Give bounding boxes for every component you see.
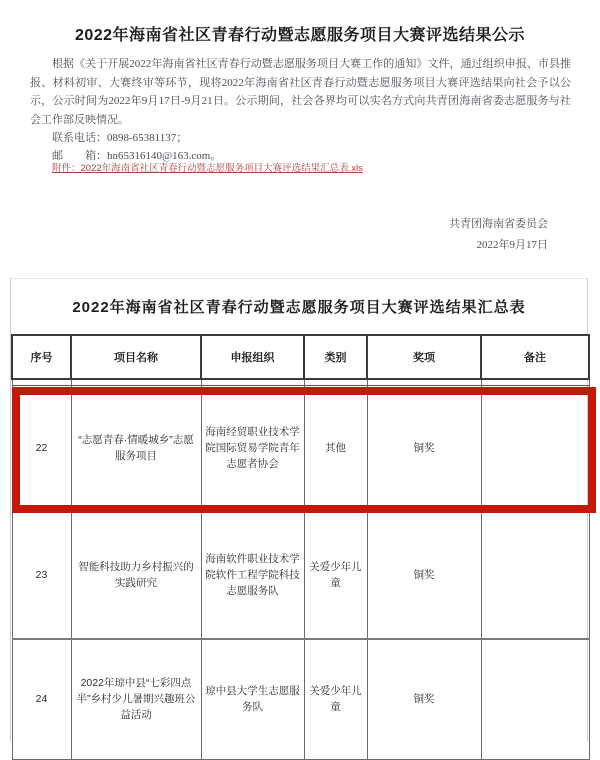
cell-project-name: 智能科技助力乡村振兴的实践研究 (71, 511, 201, 639)
results-table-block (10, 278, 588, 741)
cell-organization: 海南经贸职业技术学院国际贸易学院青年志愿者协会 (201, 385, 304, 511)
cell-project-name: “志愿青春·情暖城乡”志愿服务项目 (71, 385, 201, 511)
cell-category: 关爱少年儿童 (304, 511, 367, 639)
cell-note (481, 511, 589, 639)
header-category: 类别 (304, 335, 367, 379)
cell-note (481, 385, 589, 511)
results-table (11, 334, 590, 760)
header-row (12, 335, 589, 379)
contact-email: 邮 箱：hn65316140@163.com。 (52, 149, 222, 162)
signature-block (449, 214, 548, 256)
cell-project-name: 2022年琼中县“七彩四点半”乡村少儿暑期兴趣班公益活动 (71, 639, 201, 759)
table-title: 2022年海南省社区青春行动暨志愿服务项目大赛评选结果汇总表 (72, 299, 526, 316)
cell-award: 铜奖 (367, 639, 481, 759)
cell-organization: 海南软件职业技术学院软件工程学院科技志愿服务队 (201, 511, 304, 639)
cell-award: 铜奖 (367, 511, 481, 639)
cell-serial: 22 (12, 385, 71, 511)
signature-date: 2022年9月17日 (476, 239, 548, 251)
header-project-name: 项目名称 (71, 335, 201, 379)
header-award: 奖项 (367, 335, 481, 379)
page-title: 2022年海南省社区青春行动暨志愿服务项目大赛评选结果公示 (74, 27, 526, 44)
notice-body (30, 55, 571, 164)
attachment-link[interactable]: 附件：2022年海南省社区青春行动暨志愿服务项目大赛评选结果汇总表.xls (52, 163, 363, 174)
table-row-23 (12, 511, 589, 639)
notice-paragraph: 根据《关于开展2022年海南省社区青春行动暨志愿服务项目大赛工作的通知》文件，通过组织申报、市县推报、材料初审、大赛终审等环节，现将2022年海南省社区青春行动暨志愿服务项目大赛评选结果向社会予以公示，公示时间为2022年9月17日-9月21日。公示期间，社会各界均可以实名方式向共青团海南省委志愿服务与社会工作部反映情况。 (30, 58, 571, 126)
signature-org: 共青团海南省委员会 (449, 218, 548, 230)
cell-organization: 琼中县大学生志愿服务队 (201, 639, 304, 759)
header-serial: 序号 (12, 335, 71, 379)
table-row-22 (12, 385, 589, 511)
cell-award: 铜奖 (367, 385, 481, 511)
table-row-24 (12, 639, 589, 759)
header-note: 备注 (481, 335, 589, 379)
contact-phone: 联系电话：0898-65381137； (52, 132, 188, 144)
cell-serial: 23 (12, 511, 71, 639)
cell-category: 关爱少年儿童 (304, 639, 367, 759)
header-organization: 申报组织 (201, 335, 304, 379)
cell-note (481, 639, 589, 759)
cell-category: 其他 (304, 385, 367, 511)
cell-serial: 24 (12, 639, 71, 759)
